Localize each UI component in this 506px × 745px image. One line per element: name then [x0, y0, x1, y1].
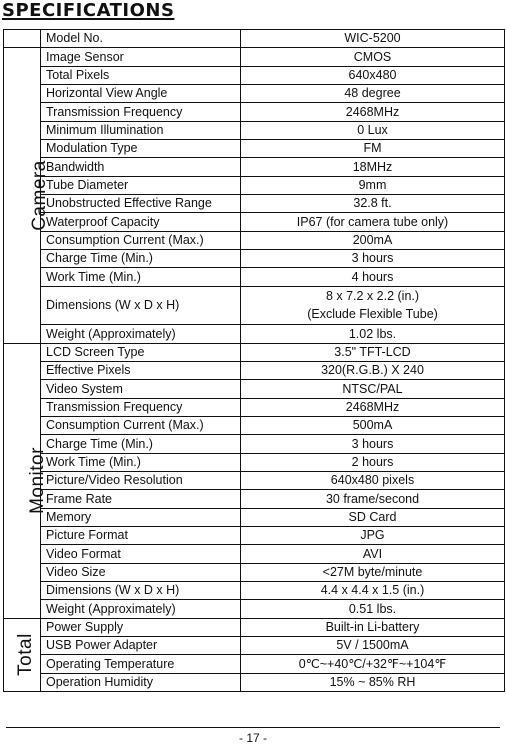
spec-row [4, 213, 505, 231]
spec-label: Minimum Illumination [41, 121, 241, 139]
spec-label: Total Pixels [41, 66, 241, 84]
spec-value: 500mA [241, 416, 505, 434]
spec-label: Consumption Current (Max.) [41, 416, 241, 434]
spec-row [4, 231, 505, 249]
spec-value: 2468MHz [241, 398, 505, 416]
spec-value: CMOS [241, 48, 505, 66]
spec-row [4, 673, 505, 691]
spec-value: 30 frame/second [241, 490, 505, 508]
spec-label: Video System [41, 380, 241, 398]
spec-row [4, 268, 505, 286]
spec-label: Charge Time (Min.) [41, 249, 241, 267]
spec-value: 48 degree [241, 84, 505, 102]
spec-value: 3 hours [241, 435, 505, 453]
spec-label: Operating Temperature [41, 655, 241, 673]
spec-row [4, 655, 505, 673]
spec-value: 2 hours [241, 453, 505, 471]
spec-label: Weight (Approximately) [41, 600, 241, 618]
spec-value: 320(R.G.B.) X 240 [241, 361, 505, 379]
model-value: WIC-5200 [241, 30, 505, 48]
spec-value: 3.5" TFT-LCD [241, 343, 505, 361]
spec-label: Dimensions (W x D x H) [41, 581, 241, 599]
spec-value-line: (Exclude Flexible Tube) [307, 306, 438, 321]
spec-row [4, 490, 505, 508]
spec-row [4, 194, 505, 212]
model-row [4, 30, 505, 48]
spec-label: Tube Diameter [41, 176, 241, 194]
spec-value-line: 8 x 7.2 x 2.2 (in.) [325, 289, 420, 304]
spec-label: Modulation Type [41, 139, 241, 157]
model-label: Model No. [41, 30, 241, 48]
spec-value: <27M byte/minute [241, 563, 505, 581]
spec-value: AVI [241, 545, 505, 563]
spec-value: 640x480 [241, 66, 505, 84]
spec-value: 2468MHz [241, 103, 505, 121]
group-label-text: Camera [28, 160, 50, 231]
spec-label: Bandwidth [41, 158, 241, 176]
spec-label: Weight (Approximately) [41, 325, 241, 343]
spec-label: Transmission Frequency [41, 398, 241, 416]
spec-label: Image Sensor [41, 48, 241, 66]
spec-label: Power Supply [41, 618, 241, 636]
spec-row [4, 48, 505, 66]
spec-label: Memory [41, 508, 241, 526]
spec-row [4, 176, 505, 194]
spec-row [4, 453, 505, 471]
spec-value: 9mm [241, 176, 505, 194]
spec-row [4, 416, 505, 434]
spec-row [4, 398, 505, 416]
spec-row [4, 139, 505, 157]
spec-value: FM [241, 139, 505, 157]
spec-label: Operation Humidity [41, 673, 241, 691]
spec-row [4, 435, 505, 453]
group-label-camera [4, 48, 50, 343]
spec-value: 15% ~ 85% RH [241, 673, 505, 691]
spec-label: Charge Time (Min.) [41, 435, 241, 453]
spec-label: Picture Format [41, 526, 241, 544]
spec-label: Video Size [41, 563, 241, 581]
spec-row [4, 103, 505, 121]
spec-label: USB Power Adapter [41, 636, 241, 654]
page-number: - 17 - [238, 731, 267, 745]
spec-row [4, 508, 505, 526]
spec-row [4, 343, 505, 361]
footer-divider [6, 727, 500, 728]
spec-value: 1.02 lbs. [241, 325, 505, 343]
spec-value: 200mA [241, 231, 505, 249]
spec-label: Consumption Current (Max.) [41, 231, 241, 249]
spec-value: 4.4 x 4.4 x 1.5 (in.) [241, 581, 505, 599]
spec-row [4, 471, 505, 489]
spec-row [4, 600, 505, 618]
spec-label: Waterproof Capacity [41, 213, 241, 231]
spec-row [4, 618, 505, 636]
spec-value: 32.8 ft. [241, 194, 505, 212]
group-label-monitor [4, 343, 48, 618]
spec-label: LCD Screen Type [41, 343, 241, 361]
spec-row [4, 581, 505, 599]
spec-value: IP67 (for camera tube only) [241, 213, 505, 231]
spec-label: Video Format [41, 545, 241, 563]
spec-value: 0.51 lbs. [241, 600, 505, 618]
group-label-total [4, 618, 41, 691]
spec-row [4, 286, 505, 325]
spec-value: JPG [241, 526, 505, 544]
spec-value: 3 hours [241, 249, 505, 267]
spec-value: SD Card [241, 508, 505, 526]
spec-row [4, 636, 505, 654]
spec-row [4, 325, 505, 343]
spec-label: Transmission Frequency [41, 103, 241, 121]
specifications-table [3, 29, 505, 692]
spec-row [4, 249, 505, 267]
spec-value: 640x480 pixels [241, 471, 505, 489]
spec-value: 0℃~+40℃/+32℉~+104℉ [241, 655, 505, 673]
spec-value: 18MHz [241, 158, 505, 176]
spec-value: Built-in Li-battery [241, 618, 505, 636]
spec-value: NTSC/PAL [241, 380, 505, 398]
spec-value: 4 hours [241, 268, 505, 286]
page-title: SPECIFICATIONS [2, 0, 175, 21]
spec-row [4, 563, 505, 581]
spec-row [4, 84, 505, 102]
spec-label: Dimensions (W x D x H) [41, 286, 241, 325]
spec-label: Work Time (Min.) [41, 268, 241, 286]
header-spacer-cell [4, 30, 41, 48]
spec-value: 0 Lux [241, 121, 505, 139]
spec-label: Picture/Video Resolution [41, 471, 241, 489]
spec-row [4, 380, 505, 398]
spec-row [4, 158, 505, 176]
group-label-text: Monitor [26, 447, 48, 514]
spec-row [4, 545, 505, 563]
spec-row [4, 66, 505, 84]
spec-row [4, 526, 505, 544]
spec-label: Unobstructed Effective Range [41, 194, 241, 212]
spec-value: 5V / 1500mA [241, 636, 505, 654]
spec-row [4, 121, 505, 139]
spec-label: Work Time (Min.) [41, 453, 241, 471]
spec-label: Horizontal View Angle [41, 84, 241, 102]
spec-label: Frame Rate [41, 490, 241, 508]
spec-value [241, 286, 505, 325]
group-label-text: Total [14, 633, 36, 677]
spec-label: Effective Pixels [41, 361, 241, 379]
spec-row [4, 361, 505, 379]
